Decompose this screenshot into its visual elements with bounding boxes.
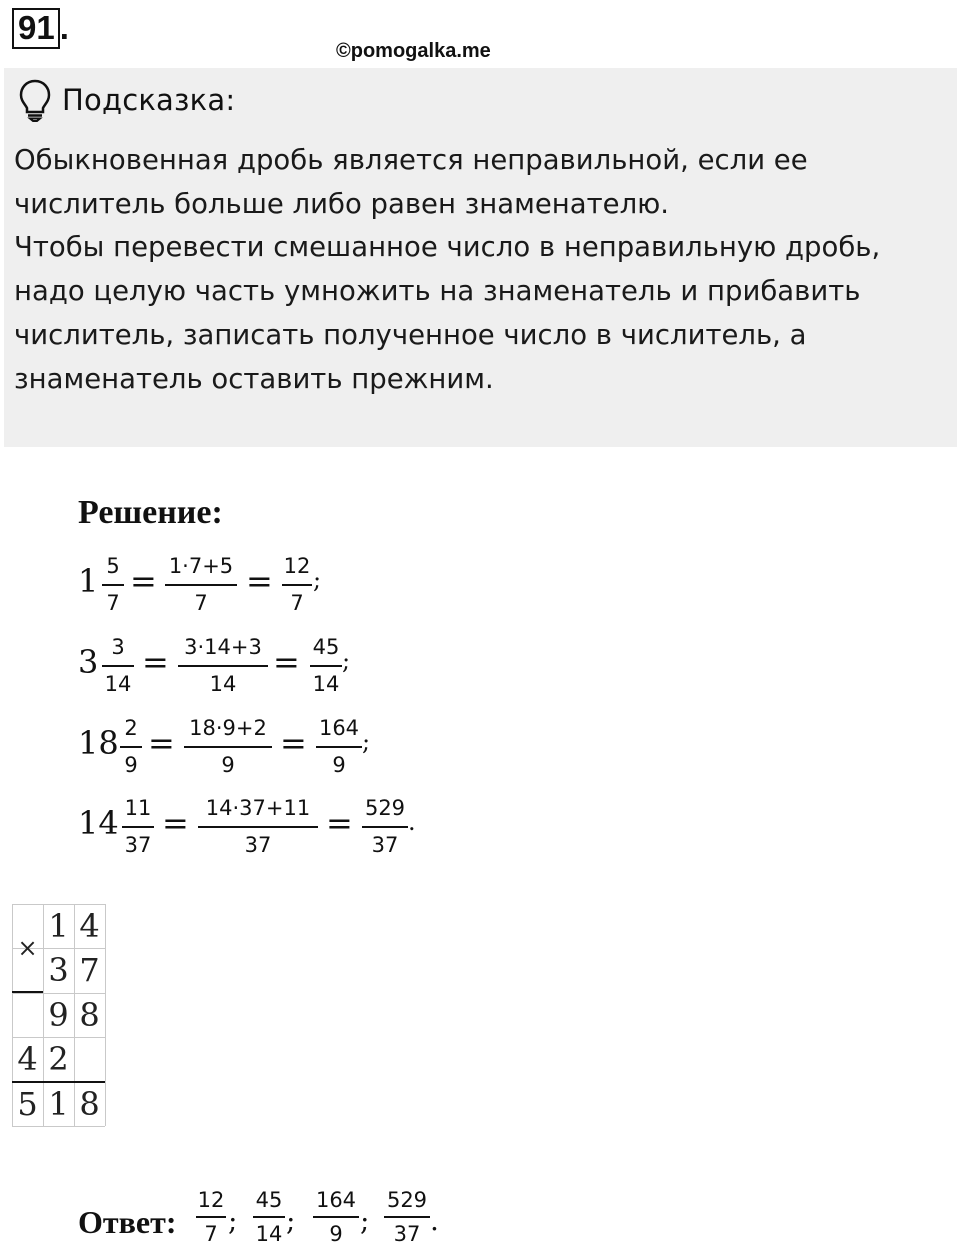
task-number-value: 91	[18, 9, 55, 46]
denominator: 37	[244, 833, 272, 857]
equals-sign: =	[142, 643, 169, 681]
fraction-bar	[316, 746, 362, 748]
whole-part: 1	[78, 562, 99, 600]
numerator: 529	[364, 796, 406, 820]
hint-line: надо целую часть умножить на знаменатель и прибавить	[14, 275, 861, 307]
hint-title: Подсказка:	[62, 83, 236, 117]
numerator: 3	[111, 635, 125, 659]
fraction-bar	[384, 1216, 430, 1218]
numerator: 45	[312, 635, 340, 659]
copyright-text: ©pomogalka.me	[336, 40, 491, 62]
digit-cell: 4	[79, 907, 100, 945]
equals-sign: =	[326, 804, 353, 842]
numerator: 164	[318, 716, 360, 740]
denominator: 7	[204, 1222, 218, 1246]
task-number-box	[12, 8, 60, 49]
result-fraction	[310, 635, 342, 696]
fraction-bar	[184, 746, 272, 748]
whole-part: 18	[78, 724, 119, 762]
separator: ;	[286, 1204, 296, 1237]
result-fraction	[316, 716, 362, 777]
fraction-bar	[198, 826, 318, 828]
separator: ;	[228, 1204, 238, 1237]
answer-label: Ответ:	[78, 1204, 177, 1240]
numerator: 12	[197, 1188, 225, 1212]
denominator: 9	[124, 753, 138, 777]
task-number	[12, 8, 69, 49]
expression-fraction	[184, 716, 272, 777]
separator: ;	[360, 1204, 370, 1237]
denominator: 37	[371, 833, 399, 857]
fraction-bar	[253, 1216, 285, 1218]
numerator: 5	[106, 554, 120, 578]
multiply-sign: ×	[17, 934, 38, 962]
whole-part: 14	[78, 804, 119, 842]
whole-part: 3	[78, 643, 99, 681]
fraction-bar	[282, 584, 312, 586]
answer-fraction	[196, 1188, 226, 1246]
fraction-bar	[362, 826, 408, 828]
answer-fraction	[384, 1188, 430, 1246]
digit-cell: 1	[48, 1085, 69, 1123]
hint-panel	[4, 68, 957, 447]
fraction-bar	[310, 665, 342, 667]
denominator: 14	[209, 672, 237, 696]
digit-cell: 8	[79, 996, 100, 1034]
lightbulb-icon	[17, 78, 53, 122]
equals-sign: =	[148, 724, 175, 762]
hint-line: числитель больше либо равен знаменателю.	[14, 188, 670, 220]
fraction-bar	[102, 665, 134, 667]
denominator: 37	[393, 1222, 421, 1246]
digit-cell: 4	[17, 1040, 38, 1078]
fraction-bar	[196, 1216, 226, 1218]
denominator: 9	[332, 753, 346, 777]
result-fraction	[362, 796, 408, 857]
fraction-bar	[178, 665, 268, 667]
numerator: 45	[255, 1188, 283, 1212]
grid-line	[105, 904, 106, 1126]
digit-cell: 8	[79, 1085, 100, 1123]
hint-line: числитель, записать полученное число в числитель, а	[14, 319, 807, 351]
digit-cell: 2	[48, 1040, 69, 1078]
numerator: 3·14+3	[184, 635, 262, 659]
numerator: 14·37+11	[205, 796, 311, 820]
numerator: 12	[283, 554, 311, 578]
denominator: 37	[124, 833, 152, 857]
equals-sign: =	[162, 804, 189, 842]
denominator: 7	[106, 591, 120, 615]
equals-sign: =	[280, 724, 307, 762]
equals-sign: =	[130, 562, 157, 600]
expression-fraction	[198, 796, 318, 857]
equals-sign: =	[246, 562, 273, 600]
fraction-bar	[120, 746, 142, 748]
separator: .	[430, 1204, 439, 1237]
fraction-bar	[165, 584, 237, 586]
task-number-dot: .	[59, 9, 69, 46]
answer-fraction	[313, 1188, 359, 1246]
denominator: 9	[329, 1222, 343, 1246]
denominator: 14	[104, 672, 132, 696]
expression-fraction	[165, 554, 237, 615]
result-line	[12, 991, 43, 993]
numerator: 529	[386, 1188, 428, 1212]
mixed-fraction	[120, 716, 142, 777]
answer-fraction	[253, 1188, 285, 1246]
punctuation: ;	[362, 728, 371, 756]
denominator: 7	[194, 591, 208, 615]
fraction-bar	[313, 1216, 359, 1218]
denominator: 14	[312, 672, 340, 696]
numerator: 2	[124, 716, 138, 740]
denominator: 9	[221, 753, 235, 777]
denominator: 7	[290, 591, 304, 615]
fraction-bar	[122, 826, 154, 828]
digit-cell: 3	[48, 951, 69, 989]
digit-cell: 5	[17, 1085, 38, 1123]
solution-label: Решение:	[78, 494, 223, 531]
denominator: 14	[255, 1222, 283, 1246]
equals-sign: =	[273, 643, 300, 681]
punctuation: .	[408, 808, 416, 836]
mixed-fraction	[102, 635, 134, 696]
hint-line: знаменатель оставить прежним.	[14, 363, 494, 395]
grid-line	[12, 1126, 105, 1127]
expression-fraction	[178, 635, 268, 696]
digit-cell: 9	[48, 996, 69, 1034]
mixed-fraction	[122, 796, 154, 857]
numerator: 1·7+5	[168, 554, 234, 578]
hint-line: Обыкновенная дробь является неправильной, если ее	[14, 144, 808, 176]
mixed-fraction	[102, 554, 124, 615]
result-fraction	[282, 554, 312, 615]
punctuation: ;	[342, 647, 351, 675]
digit-cell: 1	[48, 907, 69, 945]
numerator: 164	[315, 1188, 357, 1212]
numerator: 11	[124, 796, 152, 820]
fraction-bar	[102, 584, 124, 586]
punctuation: ;	[313, 566, 322, 594]
digit-cell: 7	[79, 951, 100, 989]
numerator: 18·9+2	[189, 716, 267, 740]
hint-line: Чтобы перевести смешанное число в неправильную дробь,	[14, 231, 881, 263]
